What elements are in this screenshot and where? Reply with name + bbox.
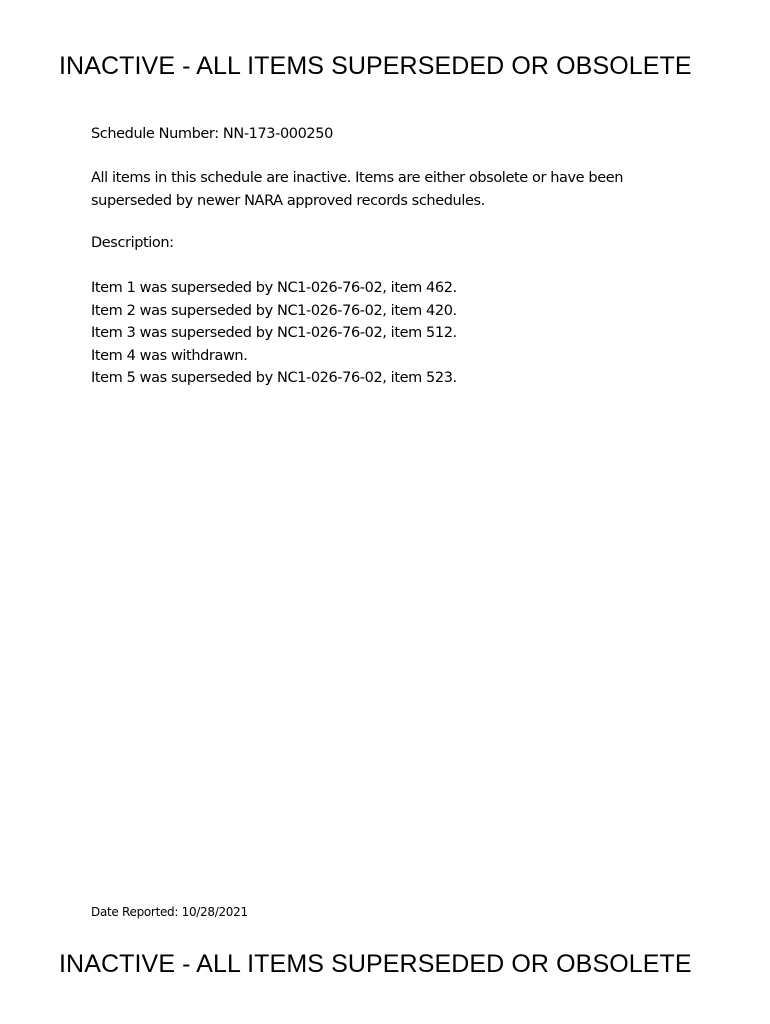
item-line-5: Item 5 was superseded by NC1-026-76-02, item 523.	[91, 370, 457, 386]
item-line-4: Item 4 was withdrawn.	[91, 347, 248, 364]
date-reported: Date Reported: 10/28/2021	[91, 905, 248, 919]
schedule-number: Schedule Number: NN-173-000250	[91, 126, 333, 142]
item-line-1: Item 1 was superseded by NC1-026-76-02, item 462.	[91, 280, 457, 296]
items-list	[91, 277, 457, 390]
description-label: Description:	[91, 235, 174, 251]
inactive-note-line-1: All items in this schedule are inactive. Items are either obsolete or have been	[91, 170, 624, 186]
header-banner: INACTIVE - ALL ITEMS SUPERSEDED OR OBSOLETE	[59, 52, 692, 80]
inactive-note	[91, 167, 623, 212]
inactive-note-line-2: superseded by newer NARA approved records schedules.	[91, 192, 485, 209]
item-line-2: Item 2 was superseded by NC1-026-76-02, item 420.	[91, 302, 457, 319]
item-line-3: Item 3 was superseded by NC1-026-76-02, item 512.	[91, 325, 457, 341]
footer-banner: INACTIVE - ALL ITEMS SUPERSEDED OR OBSOLETE	[59, 950, 692, 978]
